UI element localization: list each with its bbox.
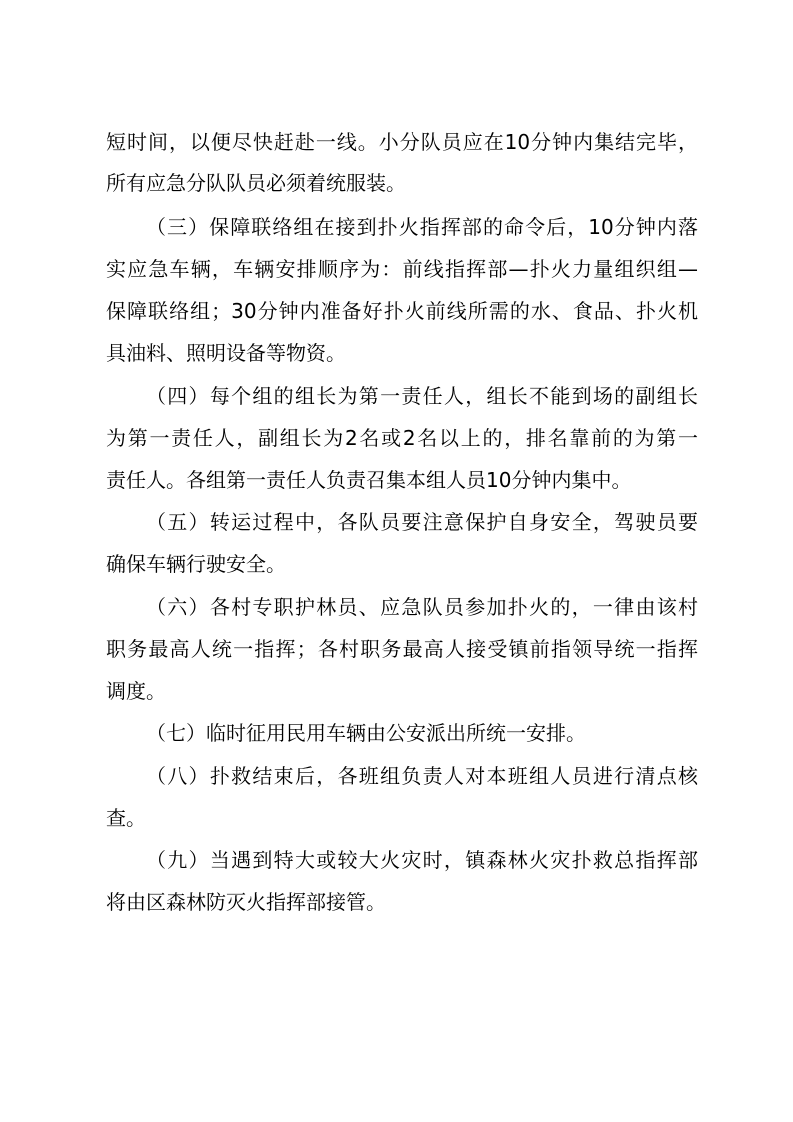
text-line: 为第一责任人，副组长为2名或2名以上的，排名靠前的为第一 bbox=[106, 426, 698, 450]
text-line: 实应急车辆，车辆安排顺序为：前线指挥部—扑火力量组织组— bbox=[106, 257, 698, 281]
text-line: 保障联络组；30分钟内准备好扑火前线所需的水、食品、扑火机 bbox=[106, 299, 698, 323]
paragraph-5-first-line: （五）转运过程中，各队员要注意保护自身安全，驾驶员要 bbox=[146, 510, 698, 534]
text-line: 确保车辆行驶安全。 bbox=[106, 552, 286, 576]
paragraph-7-line: （七）临时征用民用车辆由公安派出所统一安排。 bbox=[146, 721, 586, 745]
text-line: 责任人。各组第一责任人负责召集本组人员10分钟内集中。 bbox=[106, 468, 632, 492]
text-line: 具油料、照明设备等物资。 bbox=[106, 341, 346, 365]
paragraph-4-first-line: （四）每个组的组长为第一责任人，组长不能到场的副组长 bbox=[146, 384, 698, 408]
text-line: 查。 bbox=[106, 806, 146, 830]
paragraph-9-first-line: （九）当遇到特大或较大火灾时，镇森林火灾扑救总指挥部 bbox=[146, 848, 698, 872]
text-line: 短时间，以便尽快赶赴一线。小分队员应在10分钟内集结完毕， bbox=[106, 130, 698, 154]
text-line: 将由区森林防灭火指挥部接管。 bbox=[106, 890, 386, 914]
text-line: 所有应急分队队员必须着统服装。 bbox=[106, 171, 406, 195]
paragraph-3-first-line: （三）保障联络组在接到扑火指挥部的命令后，10分钟内落 bbox=[146, 215, 698, 239]
paragraph-6-first-line: （六）各村专职护林员、应急队员参加扑火的，一律由该村 bbox=[146, 595, 698, 619]
paragraph-8-first-line: （八）扑救结束后，各班组负责人对本班组人员进行清点核 bbox=[146, 764, 698, 788]
text-line: 调度。 bbox=[106, 679, 166, 703]
text-line: 职务最高人统一指挥；各村职务最高人接受镇前指领导统一指挥 bbox=[106, 637, 698, 661]
